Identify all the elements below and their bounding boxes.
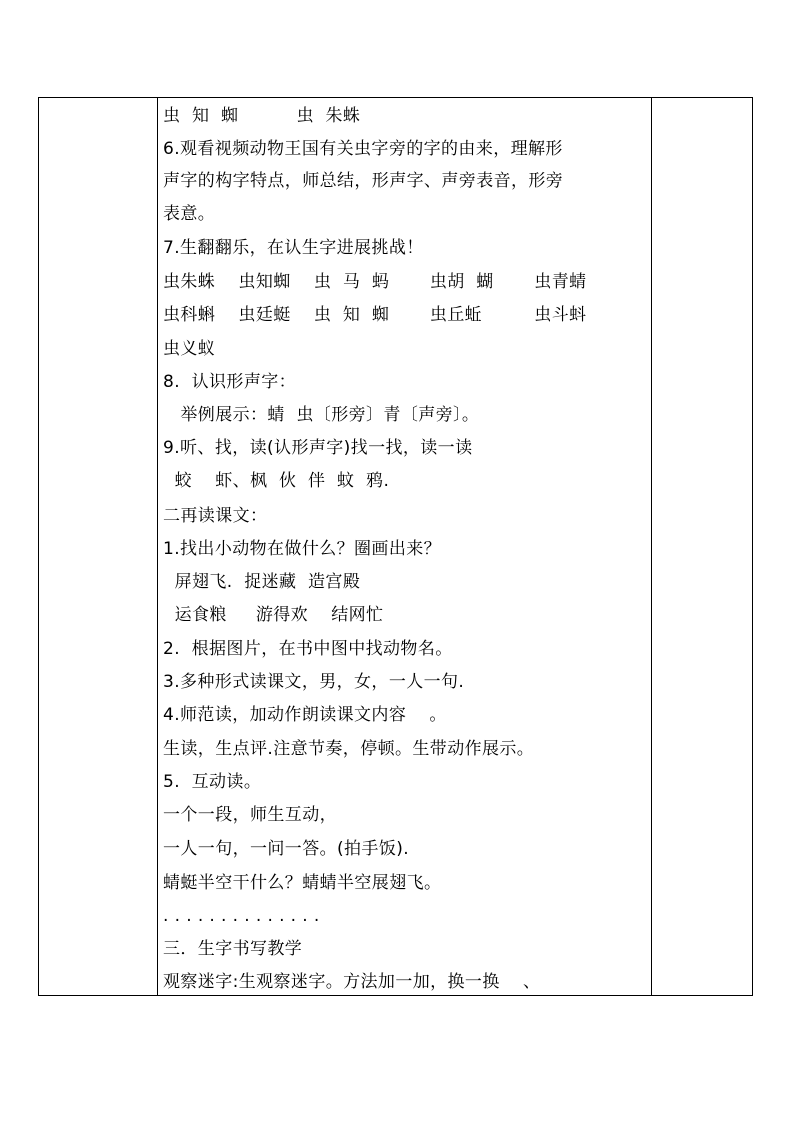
text-line: 表意。 [163, 204, 216, 224]
text-line: 8. 认识形声字： [163, 372, 297, 392]
text-line: 蜻蜓半空干什么？蜻蜻半空展翅飞。 [163, 873, 442, 893]
text-line: 4.师范读，加动作朗读课文内容 。 [163, 705, 447, 725]
text-line: 虫科蝌 虫廷蜓 虫 知 蜘 虫丘蚯 虫斗蚪 [163, 305, 587, 325]
text-line: 屏翅飞. 捉迷藏 造宫殿 [163, 572, 361, 592]
text-line: 举例展示：蜻 虫〔形旁〕青〔声旁〕。 [163, 405, 480, 425]
text-line: 观察迷字:生观察迷字。方法加一加，换一换 、 [163, 972, 541, 992]
text-line: 1.找出小动物在做什么？圈画出来？ [163, 539, 442, 559]
text-line: 蛟 虾、枫 伙 伴 蚊 鸦. [163, 471, 390, 491]
text-line: 7.生翻翻乐，在认生字进展挑战！ [163, 238, 424, 258]
text-line: 二再读课文： [163, 506, 268, 526]
text-line: 6.观看视频动物王国有关虫字旁的字的由来，理解形 [163, 139, 563, 159]
text-line: 9.听、找，读(认形声字)找一找，读一读 [163, 438, 473, 458]
text-line: 一人一句，一问一答。(拍手饭). [163, 839, 410, 859]
column-divider-left [157, 98, 158, 995]
column-divider-right [651, 98, 652, 995]
text-line: 虫 知 蜘 虫 朱蛛 [163, 106, 361, 126]
text-line: 2. 根据图片，在书中图中找动物名。 [163, 639, 453, 659]
text-line: 虫义蚁 [163, 339, 216, 359]
text-line: . . . . . . . . . . . . . . [163, 906, 320, 926]
text-line: 生读，生点评.注意节奏，停顿。生带动作展示。 [163, 739, 535, 759]
lesson-table [38, 97, 753, 996]
text-line: 声字的构字特点，师总结，形声字、声旁表音，形旁 [163, 171, 564, 191]
text-line: 虫朱蛛 虫知蜘 虫 马 蚂 虫胡 蝴 虫青蜻 [163, 272, 587, 292]
text-line: 3.多种形式读课文，男，女，一人一句. [163, 672, 465, 692]
text-line: 运食粮 游得欢 结网忙 [163, 605, 384, 625]
text-line: 三．生字书写教学 [163, 939, 303, 959]
text-line: 一个一段，师生互动， [163, 805, 337, 825]
text-line: 5. 互动读。 [163, 772, 262, 792]
